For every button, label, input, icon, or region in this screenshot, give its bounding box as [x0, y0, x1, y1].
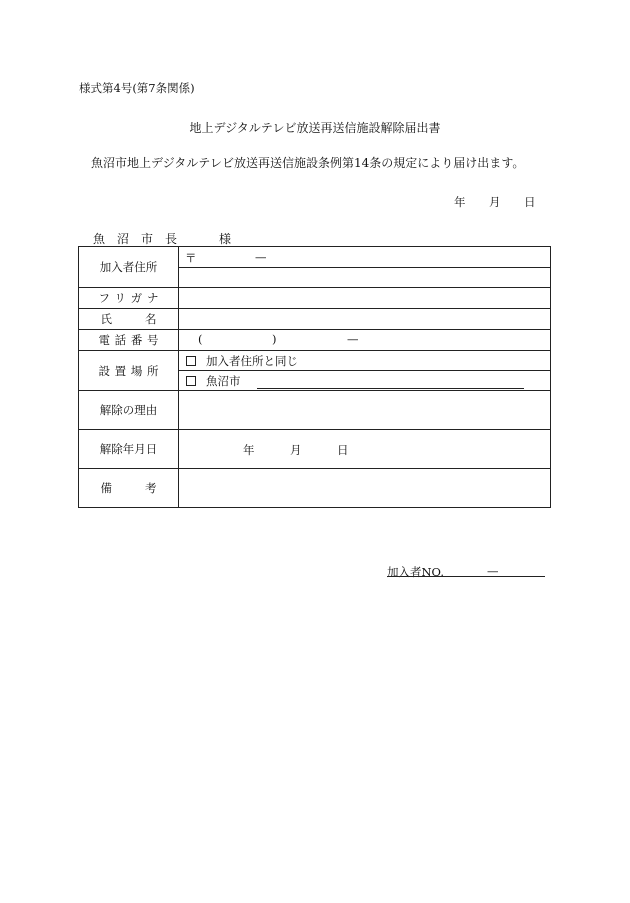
subscriber-number: [387, 564, 499, 580]
phone-close-paren: ): [272, 332, 277, 346]
location-option1-cell[interactable]: [179, 351, 551, 371]
form-number: 様式第4号(第7条関係): [79, 81, 195, 95]
notification-form-table: [78, 246, 551, 508]
date-day: 日: [524, 195, 536, 209]
phone-dash: —: [347, 332, 359, 346]
phone-open-paren: (: [198, 332, 203, 346]
cancel-year: 年: [243, 443, 255, 457]
location-address-line[interactable]: [257, 376, 524, 389]
statement-text: 魚沼市地上デジタルテレビ放送再送信施設条例第14条の規定により届け出ます。: [91, 156, 525, 170]
reason-cell[interactable]: [179, 391, 551, 430]
cancel-date-label-cell: [79, 430, 179, 469]
phone-cell[interactable]: [179, 330, 551, 351]
address-label: 加入者住所: [99, 260, 158, 274]
furigana-label-cell: [79, 288, 179, 309]
postal-mark: 〒: [185, 251, 197, 265]
remarks-label-cell: [79, 469, 179, 508]
same-address-checkbox[interactable]: [186, 356, 196, 366]
name-label-cell: [79, 309, 179, 330]
phone-label: 電話番号: [98, 333, 159, 347]
remarks-cell[interactable]: [179, 469, 551, 508]
address-postal-cell[interactable]: [179, 247, 551, 268]
date-year: 年: [454, 195, 466, 209]
reason-label-cell: [79, 391, 179, 430]
addressee: [93, 230, 232, 247]
addressee-honorific: 様: [219, 232, 232, 246]
cancel-month: 月: [290, 443, 302, 457]
address-line-cell[interactable]: [179, 268, 551, 288]
cancel-day: 日: [337, 443, 349, 457]
location-option2-cell[interactable]: [179, 371, 551, 391]
cancel-date-label: 解除年月日: [99, 442, 158, 456]
reason-label: 解除の理由: [99, 403, 158, 417]
postal-dash: —: [255, 250, 267, 264]
location-label: 設置場所: [98, 363, 159, 378]
document-title: 地上デジタルテレビ放送再送信施設解除届出書: [189, 121, 441, 135]
location-option2-label: 魚沼市: [206, 373, 241, 388]
address-label-cell: [79, 247, 179, 288]
location-label-cell: [79, 351, 179, 391]
furigana-label: フリガナ: [98, 291, 159, 305]
subscriber-no-label: 加入者NO.: [387, 565, 444, 579]
subscriber-no-underline: [387, 576, 545, 577]
name-cell[interactable]: [179, 309, 551, 330]
addressee-name: 魚 沼 市 長: [93, 232, 178, 246]
phone-label-cell: [79, 330, 179, 351]
remarks-label: 備考: [100, 481, 157, 495]
name-label: 氏名: [100, 312, 157, 326]
location-option1-label: 加入者住所と同じ: [206, 353, 298, 368]
furigana-cell[interactable]: [179, 288, 551, 309]
subscriber-no-dash: —: [487, 564, 499, 578]
cancel-date-cell[interactable]: [179, 430, 551, 469]
date-month: 月: [489, 195, 501, 209]
uonuma-checkbox[interactable]: [186, 376, 196, 386]
